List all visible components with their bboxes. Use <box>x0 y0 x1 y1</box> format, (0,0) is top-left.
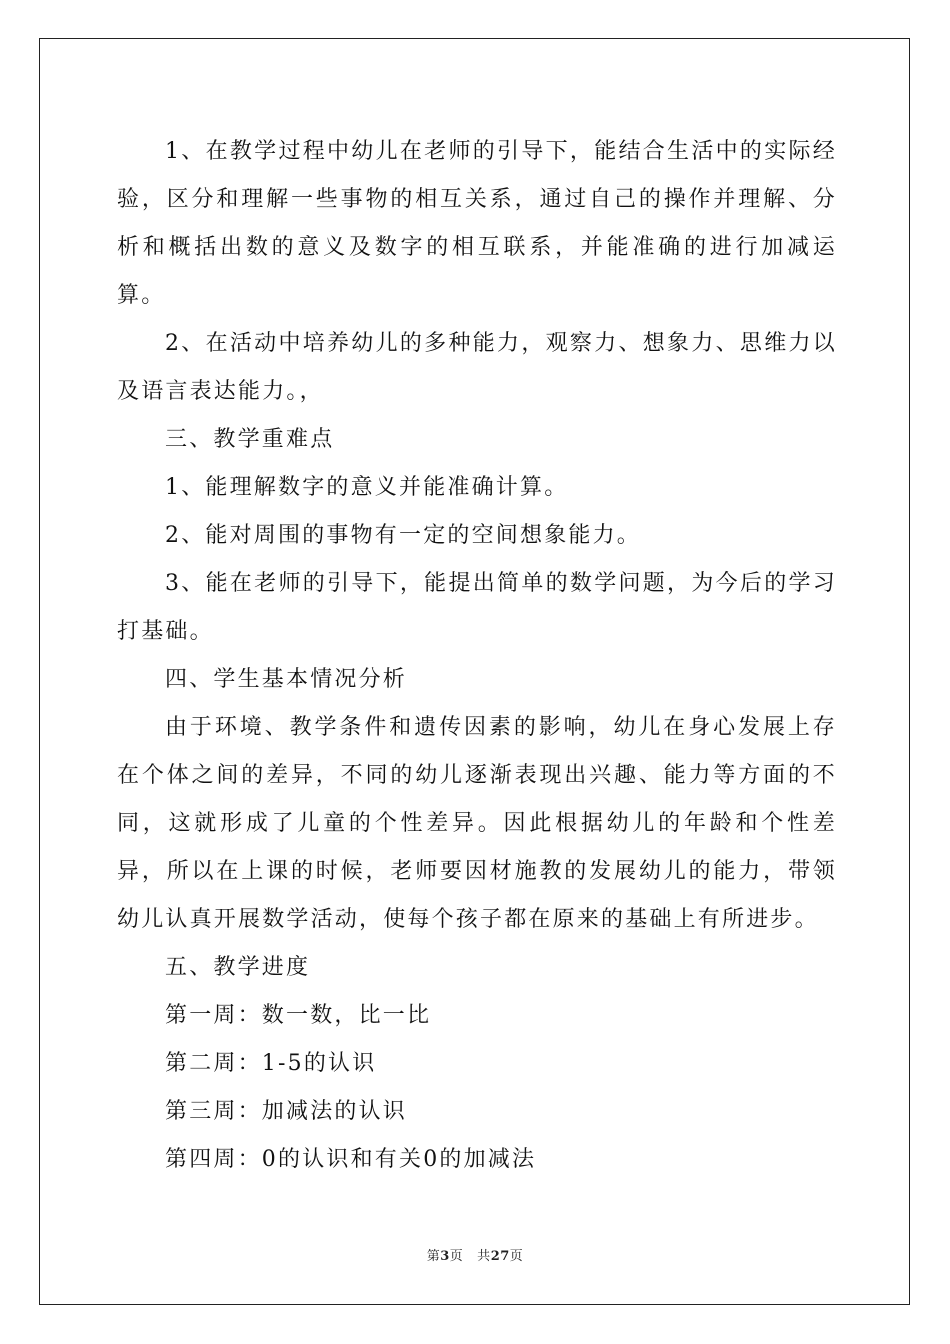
page-prefix: 第 <box>426 1249 441 1264</box>
paragraph: 3、能在老师的引导下，能提出简单的数学问题，为今后的学习打基础。 <box>117 571 837 644</box>
total-pages: 27 <box>490 1249 510 1264</box>
schedule-item: 第四周：0的认识和有关0的加减法 <box>165 1147 537 1172</box>
page-suffix: 页 <box>449 1249 464 1264</box>
total-prefix: 共 <box>477 1249 491 1264</box>
schedule-item: 第一周：数一数，比一比 <box>165 1003 432 1028</box>
page-number: 3 <box>440 1249 450 1264</box>
schedule-item: 第二周：1-5的认识 <box>165 1051 377 1076</box>
paragraph: 由于环境、教学条件和遗传因素的影响，幼儿在身心发展上存在个体之间的差异，不同的幼儿逐渐表现出兴趣、能力等方面的不同，这就形成了儿童的个性差异。因此根据幼儿的年龄和个性差异，所以在上课的时候，老师要因材施教的发展幼儿的能力，带领幼儿认真开展数学活动，使每个孩子都在原来的基础上有所进步。 <box>117 715 837 932</box>
section-heading: 三、教学重难点 <box>165 427 335 452</box>
page-footer <box>0 1245 950 1264</box>
document-body <box>117 128 837 1184</box>
paragraph: 2、能对周围的事物有一定的空间想象能力。 <box>165 523 641 548</box>
paragraph: 1、在教学过程中幼儿在老师的引导下，能结合生活中的实际经验，区分和理解一些事物的相互关系，通过自己的操作并理解、分析和概括出数的意义及数字的相互联系，并能准确的进行加减运算。 <box>117 139 837 308</box>
schedule-item: 第三周：加减法的认识 <box>165 1099 408 1124</box>
section-heading: 五、教学进度 <box>165 955 311 980</box>
total-suffix: 页 <box>509 1249 524 1264</box>
paragraph: 2、在活动中培养幼儿的多种能力，观察力、想象力、思维力以及语言表达能力。， <box>117 331 837 404</box>
section-heading: 四、学生基本情况分析 <box>165 667 408 692</box>
paragraph: 1、能理解数字的意义并能准确计算。 <box>165 475 569 500</box>
